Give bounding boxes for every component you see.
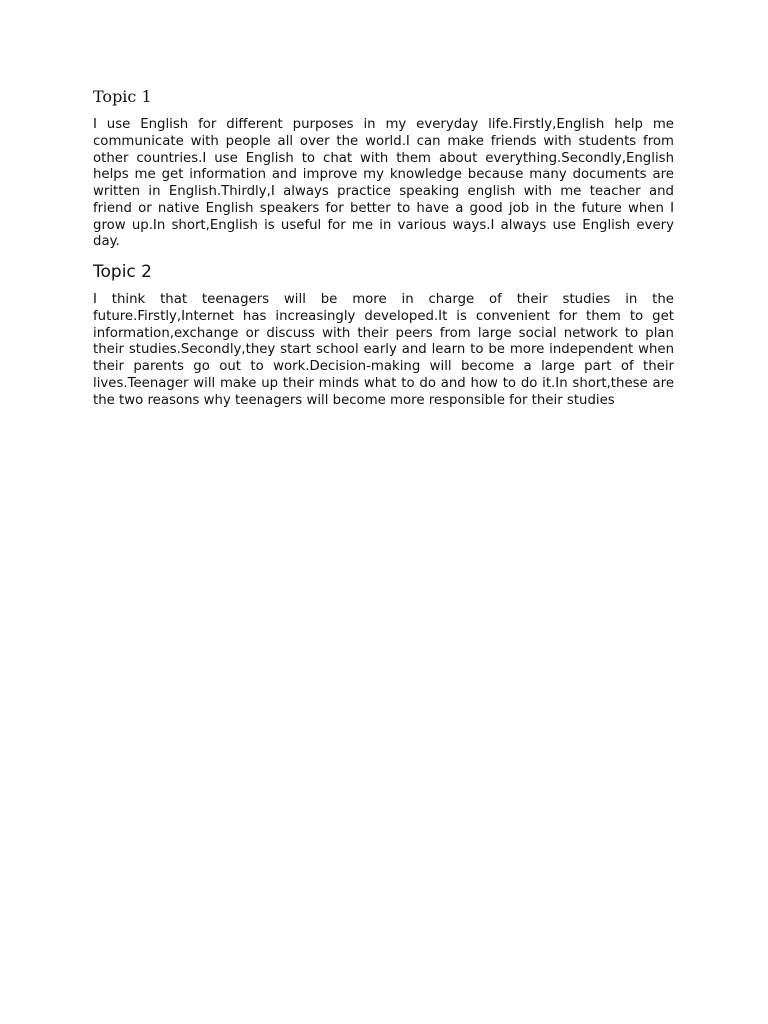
- topic-2-paragraph: I think that teenagers will be more in charge of their studies in the future.Firstly,Internet has increasingly developed.It is convenient for them to get information,exchange or discuss with their peers from large social network to plan their studies.Secondly,they start school early and learn to be more independent when their parents go out to work.Decision-making will become a large part of their lives.Teenager will make up their minds what to do and how to do it.In short,these are the two reasons why teenagers will become more responsible for their studies: [93, 292, 674, 408]
- topic-1-heading: Topic 1: [93, 87, 152, 106]
- topic-2-heading: Topic 2: [93, 262, 152, 282]
- document-page: [93, 0, 674, 1024]
- topic-1-paragraph: I use English for different purposes in my everyday life.Firstly,English help me communicate with people all over the world.I can make friends with students from other countries.I use English to chat with them about everything.Secondly,English helps me get information and improve my knowledge because many documents are written in English.Thirdly,I always practice speaking english with me teacher and friend or native English speakers for better to have a good job in the future when I grow up.In short,English is useful for me in various ways.I always use English every day.: [93, 117, 674, 250]
